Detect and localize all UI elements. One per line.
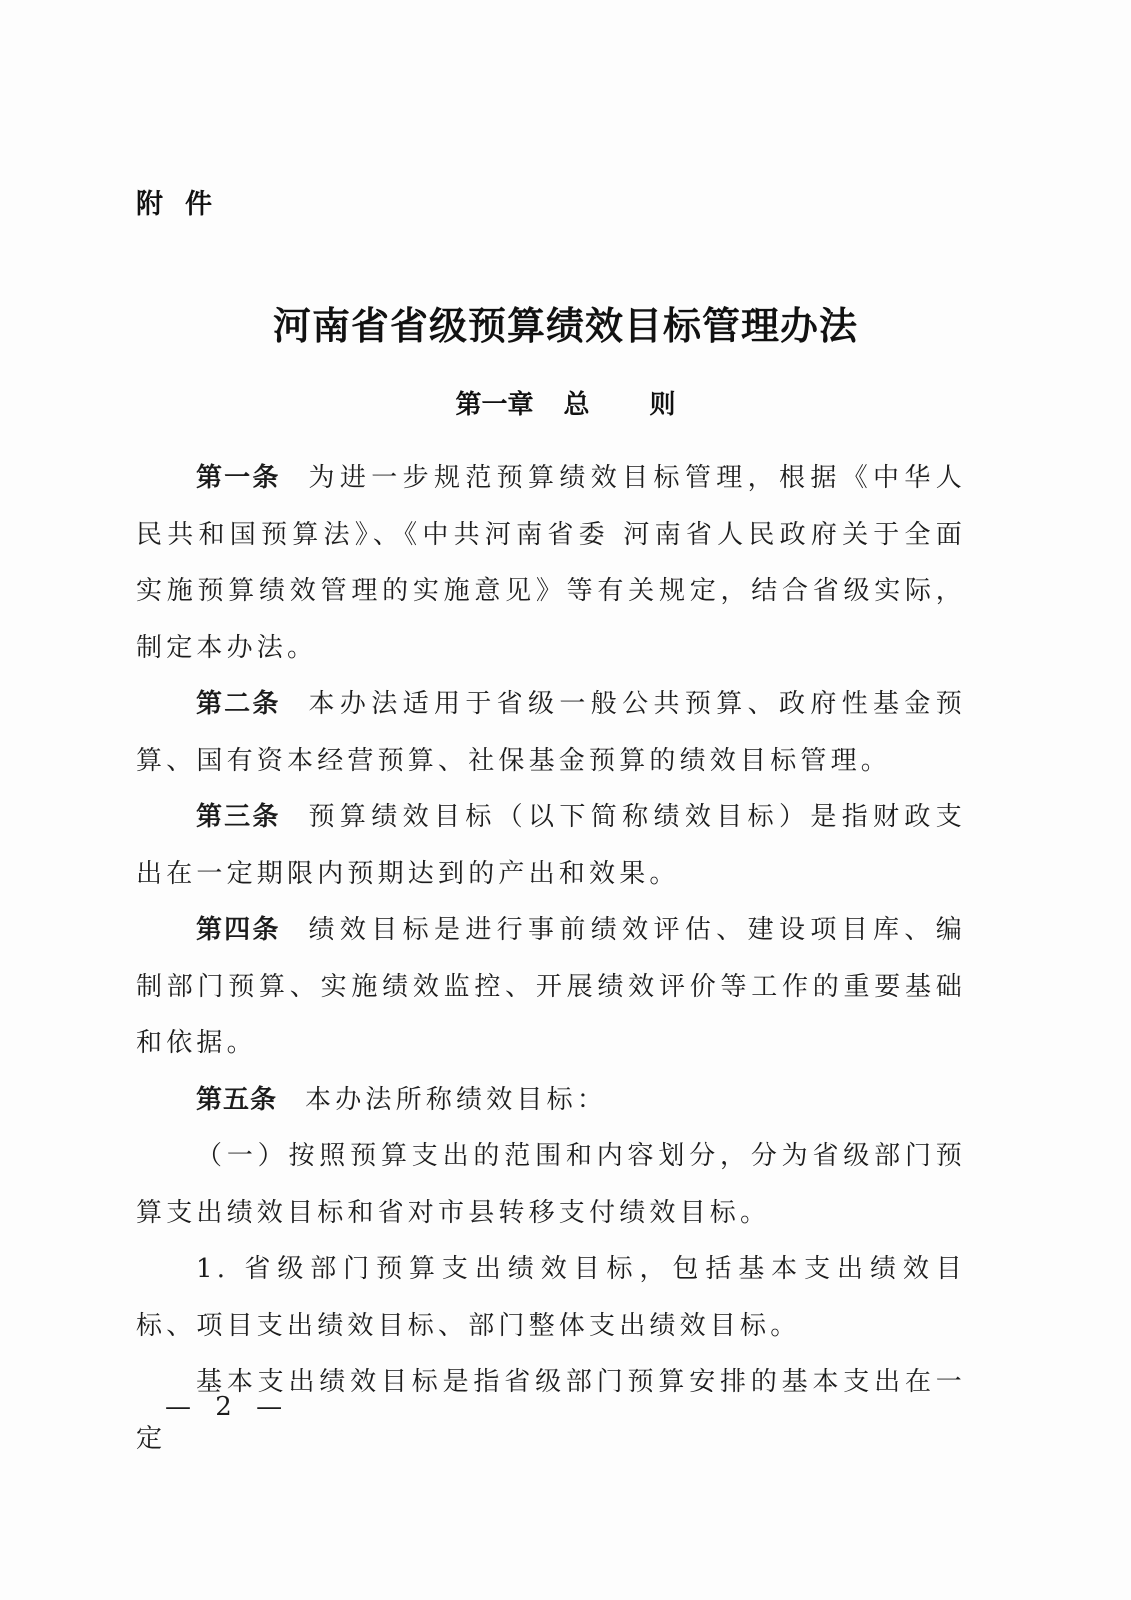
document-title: 河南省省级预算绩效目标管理办法 bbox=[272, 303, 858, 348]
article-paragraph bbox=[136, 902, 966, 1072]
chapter-name: 总则 bbox=[563, 390, 736, 420]
article-number: 第五条 bbox=[196, 1084, 278, 1115]
body-paragraph: （一）按照预算支出的范围和内容划分，分为省级部门预算支出绩效目标和省对市县转移支付绩效目标。 bbox=[136, 1141, 966, 1228]
body-paragraph: 1. 省级部门预算支出绩效目标，包括基本支出绩效目标、项目支出绩效目标、部门整体支出绩效目标。 bbox=[136, 1254, 966, 1341]
body-paragraph: 基本支出绩效目标是指省级部门预算安排的基本支出在一定 bbox=[136, 1367, 966, 1454]
chapter-number: 第一章 bbox=[455, 390, 534, 420]
article-paragraph bbox=[136, 1072, 966, 1129]
page-number: — 2 — bbox=[165, 1392, 291, 1422]
article-text: 绩效目标是进行事前绩效评估、建设项目库、编制部门预算、实施绩效监控、开展绩效评价等工作的重要基础和依据。 bbox=[136, 915, 966, 1058]
article-text: 为进一步规范预算绩效目标管理，根据《中华人民共和国预算法》、《中共河南省委 河南省人民政府关于全面实施预算绩效管理的实施意见》等有关规定，结合省级实际，制定本办法。 bbox=[136, 463, 966, 663]
attachment-label: 附件 bbox=[136, 189, 234, 220]
article-number: 第一条 bbox=[196, 463, 281, 493]
article-paragraph bbox=[136, 676, 966, 789]
chapter-heading bbox=[0, 384, 1131, 421]
article-number: 第二条 bbox=[196, 689, 281, 719]
article-number: 第三条 bbox=[196, 802, 281, 832]
article-text: 本办法适用于省级一般公共预算、政府性基金预算、国有资本经营预算、社保基金预算的绩效目标管理。 bbox=[136, 689, 966, 776]
article-text: 预算绩效目标（以下简称绩效目标）是指财政支出在一定期限内预期达到的产出和效果。 bbox=[136, 802, 966, 889]
article-number: 第四条 bbox=[196, 915, 281, 945]
article-paragraph bbox=[136, 450, 966, 676]
article-paragraph bbox=[136, 789, 966, 902]
article-text: 本办法所称绩效目标： bbox=[305, 1084, 608, 1115]
document-body bbox=[136, 450, 966, 1467]
